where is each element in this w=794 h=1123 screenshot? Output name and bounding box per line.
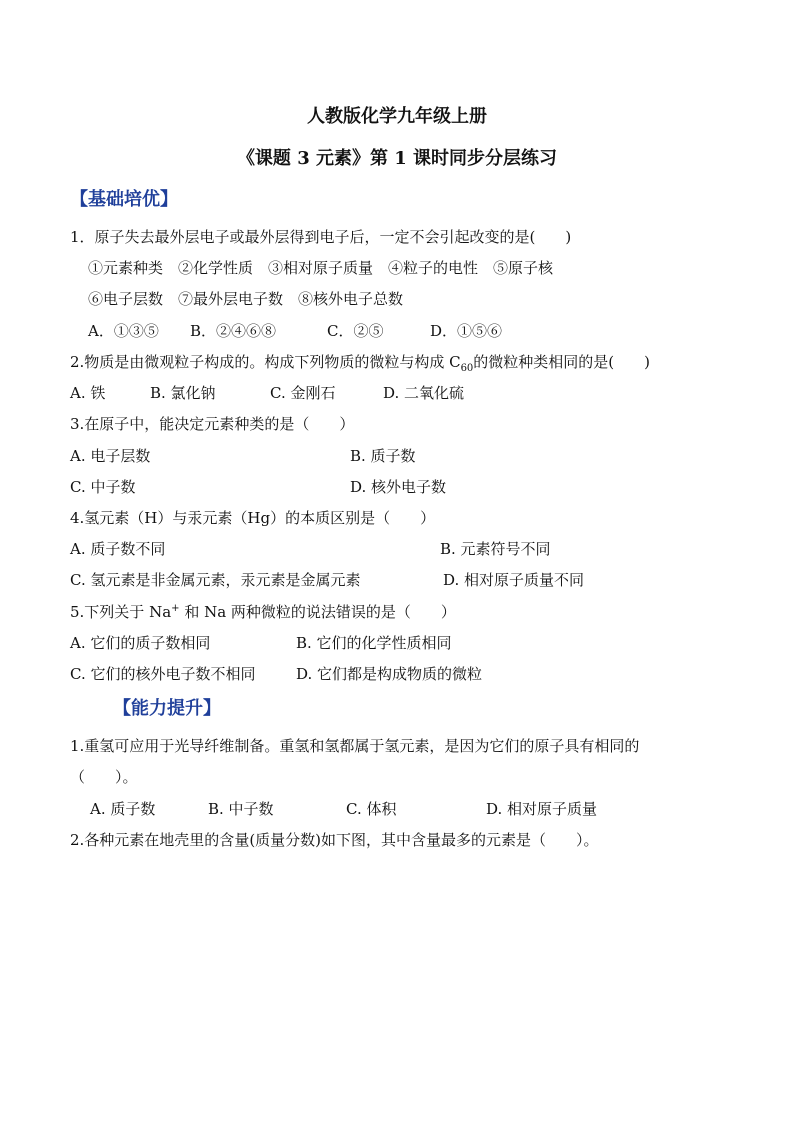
basic-q3-stem: 3.在原子中，能决定元素种类的是（ ） [70,415,355,433]
advanced-q1-stem-line2: （ ）。 [70,768,138,786]
basic-q2-option-d: D. 二氧化硫 [383,384,465,402]
basic-q4-option-b: B. 元素符号不同 [440,540,551,558]
basic-q3-option-d: D. 核外电子数 [350,478,447,496]
basic-q4-option-d: D. 相对原子质量不同 [443,571,585,589]
advanced-q1-stem-line1: 1.重氢可应用于光导纤维制备。重氢和氢都属于氢元素，是因为它们的原子具有相同的 [70,737,640,755]
basic-q3-option-c: C. 中子数 [70,478,136,496]
basic-q5-stem [70,602,456,622]
basic-q1-stem: 1．原子失去最外层电子或最外层得到电子后，一定不会引起改变的是( ) [70,228,572,246]
basic-q2-stem-after: 的微粒种类相同的是( ) [473,353,651,371]
basic-q5-option-d: D. 它们都是构成物质的微粒 [296,665,483,683]
basic-q5-stem-before: 5.下列关于 Na [70,603,172,621]
basic-q1-option-a: A．①③⑤ [88,322,159,340]
basic-q5-stem-after: 和 Na 两种微粒的说法错误的是（ ） [179,603,456,621]
section-heading-basic: 【基础培优】 [70,189,178,210]
basic-q2-stem-before: 2.物质是由微观粒子构成的。构成下列物质的微粒与构成 C [70,353,461,371]
section-heading-advanced: 【能力提升】 [113,698,221,719]
basic-q2-stem-subscript: 60 [460,363,474,374]
basic-q1-option-c: C．②⑤ [327,322,384,340]
basic-q1-option-b: B．②④⑥⑧ [190,322,277,340]
basic-q1-option-d: D．①⑤⑥ [430,322,503,340]
basic-q5-option-a: A. 它们的质子数相同 [70,634,211,652]
advanced-q1-option-d: D. 相对原子质量 [486,800,598,818]
basic-q1-items-line1: ①元素种类 ②化学性质 ③相对原子质量 ④粒子的电性 ⑤原子核 [88,259,554,277]
basic-q4-option-a: A. 质子数不同 [70,540,166,558]
basic-q5-option-b: B. 它们的化学性质相同 [296,634,452,652]
basic-q2-option-c: C. 金刚石 [270,384,336,402]
basic-q3-option-a: A. 电子层数 [70,447,151,465]
basic-q3-option-b: B. 质子数 [350,447,416,465]
page-subtitle: 《课题 3 元素》第 1 课时同步分层练习 [236,148,558,169]
basic-q5-stem-superscript: + [171,603,180,614]
basic-q4-option-c: C. 氢元素是非金属元素，汞元素是金属元素 [70,571,361,589]
page-title: 人教版化学九年级上册 [307,106,487,127]
basic-q4-stem: 4.氢元素（H）与汞元素（Hg）的本质区别是（ ） [70,509,436,527]
basic-q1-items-line2: ⑥电子层数 ⑦最外层电子数 ⑧核外电子总数 [88,290,404,308]
advanced-q2-stem: 2.各种元素在地壳里的含量(质量分数)如下图，其中含量最多的元素是（ ）。 [70,831,599,849]
advanced-q1-option-a: A. 质子数 [90,800,156,818]
advanced-q1-option-b: B. 中子数 [208,800,274,818]
basic-q2-option-b: B. 氯化钠 [150,384,216,402]
basic-q5-option-c: C. 它们的核外电子数不相同 [70,665,256,683]
basic-q2-option-a: A. 铁 [70,384,106,402]
advanced-q1-option-c: C. 体积 [346,800,397,818]
basic-q2-stem [70,352,650,372]
